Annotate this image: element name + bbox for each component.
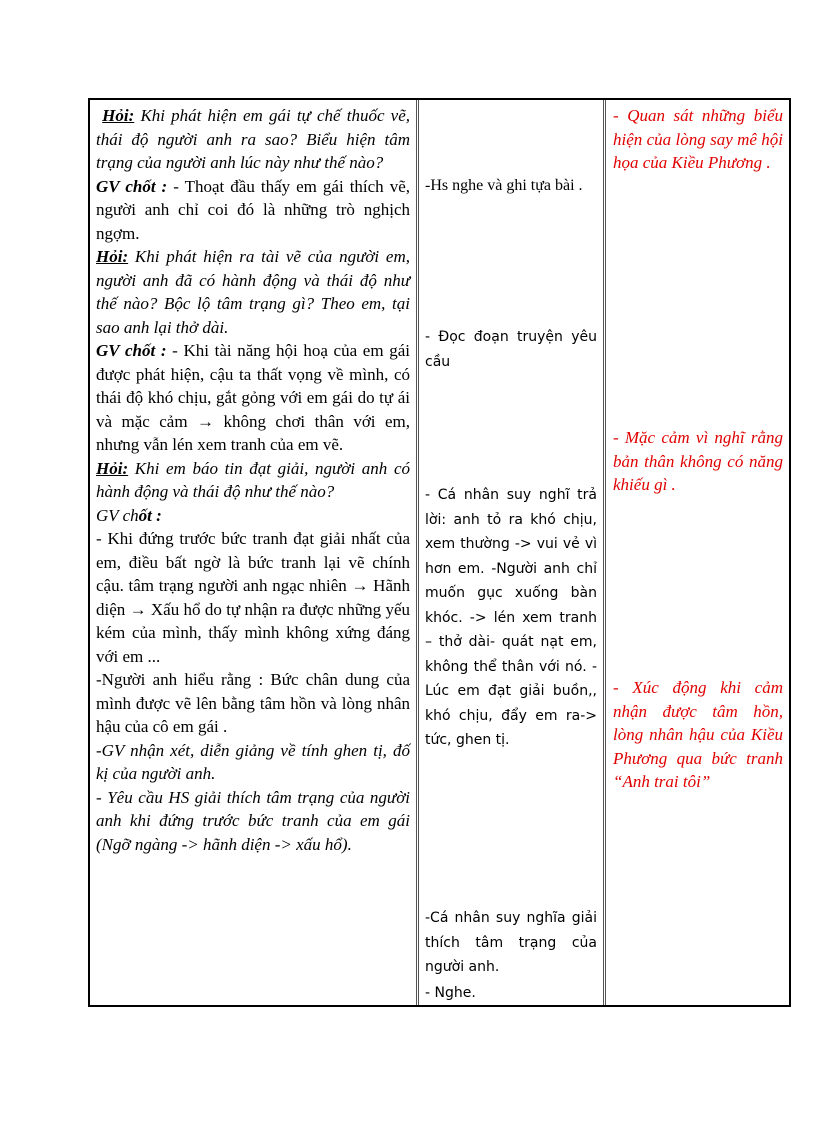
teacher-activity-column [90, 100, 416, 1005]
conclusion-1: GV chốt : - Thoạt đầu thấy em gái thích vẽ, người anh chỉ coi đó là những trò nghịch ngợm. [96, 176, 410, 243]
student-block-1: -Hs nghe và ghi tựa bài . [425, 177, 583, 194]
paragraph-teacher-comment: -GV nhận xét, diễn giảng về tính ghen tị, đố kị của người anh. [96, 740, 410, 783]
paragraph-request: - Yêu cầu HS giải thích tâm trạng của người anh khi đứng trước bức tranh của em gái (Ngỡ ngàng -> hãnh diện -> xấu hổ). [96, 787, 410, 854]
question-3: Hỏi: Khi em báo tin đạt giải, người anh có hành động và thái độ như thế nào? [96, 458, 410, 501]
student-activity-column [416, 100, 606, 1005]
conclusion-3-label: GV chốt : [96, 505, 162, 525]
outcome-column [606, 100, 789, 1005]
lesson-table [88, 98, 791, 1007]
question-2: Hỏi: Khi phát hiện ra tài vẽ của người em, người anh đã có hành động và thái độ như thế nào? Bộc lộ tâm trạng gì? Theo em, tại sao anh lại thở dài. [96, 247, 410, 337]
student-block-4: -Cá nhân suy nghĩa giải thích tâm trạng của người anh. [425, 910, 597, 975]
outcome-block-2: - Mặc cảm vì nghĩ rằng bản thân không có năng khiếu gì . [613, 428, 783, 494]
question-1: Hỏi: Khi phát hiện em gái tự chế thuốc vẽ, thái độ người anh ra sao? Biểu hiện tâm trạng của người anh lúc này như thế nào? [96, 106, 411, 172]
outcome-block-3: - Xúc động khi cảm nhận được tâm hồn, lòng nhân hậu của Kiều Phương qua bức tranh “Anh trai tôi” [613, 678, 783, 791]
student-block-5: - Nghe. [425, 985, 476, 1001]
conclusion-2: GV chốt : - Khi tài năng hội hoạ của em gái được phát hiện, cậu ta thất vọng về mình, có thái độ khó chịu, gắt gỏng với em gái do tự ái và mặc cảm → không chơi thân với em, nhưng vẫn lén xem tranh của em vẽ. [96, 341, 410, 454]
student-block-3: - Cá nhân suy nghĩ trả lời: anh tỏ ra khó chịu, xem thường -> vui vẻ vì hơn em. -Người anh chỉ muốn gục xuống bàn khóc. -> lén xem tranh – thở dài- quát nạt em, không thể thân với nó. -Lúc em đạt giải buồn,, khó chịu, đẩy em ra-> tức, ghen tị. [425, 487, 597, 748]
outcome-block-1: - Quan sát những biểu hiện của lòng say mê hội họa của Kiều Phương . [613, 106, 783, 172]
student-block-2: - Đọc đoạn truyện yêu cầu [425, 329, 597, 370]
paragraph-portrait: -Người anh hiểu rằng : Bức chân dung của mình được vẽ lên bằng tâm hồn và lòng nhân hậu của cô em gái . [96, 670, 410, 736]
conclusion-3: - Khi đứng trước bức tranh đạt giải nhất của em, điều bất ngờ là bức tranh lại vẽ chính cậu. tâm trạng người anh ngạc nhiên → Hãnh diện → Xấu hổ do tự nhận ra được những yếu kém của mình, thấy mình không xứng đáng với em ... [96, 529, 410, 666]
